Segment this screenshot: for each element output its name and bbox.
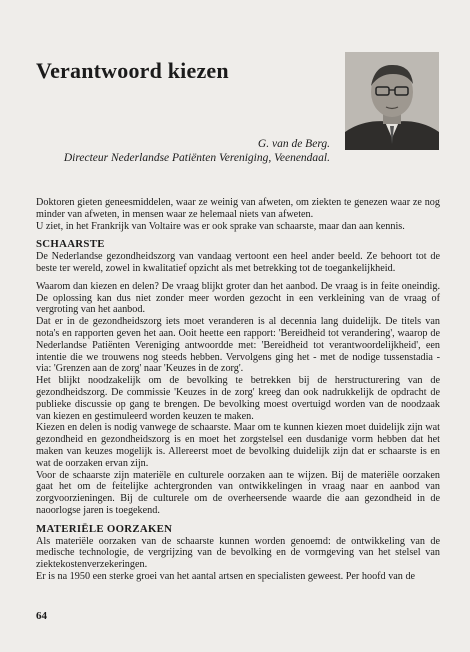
intro-paragraph: Doktoren gieten geneesmiddelen, waar ze weinig van afweten, om ziekten te genezen waar ze nog minder van afweten, in mensen waar ze helemaal niets van afweten. [36, 197, 440, 220]
body-paragraph: De Nederlandse gezondheidszorg van vandaag vertoont een heel ander beeld. Ze behoort tot de beste ter wereld, zowel in kwalitatief opzicht als met betrekking tot de toegankelijkheid. [36, 251, 440, 274]
page-number: 64 [36, 610, 47, 622]
body-paragraph: Voor de schaarste zijn materiële en culturele oorzaken aan te wijzen. Bij de materiële oorzaken gaat het om de feitelijke achtergronden van ontwikkelingen in vraag naar en aanbod van zorgvoorzieningen. Bij de culturele om de overheersende waarde die aan gezondheid in de naoorlogse jaren is toegekend. [36, 469, 440, 516]
section-heading-schaarste: SCHAARSTE [36, 238, 105, 251]
article-body [36, 197, 440, 583]
author-portrait-image [345, 52, 439, 150]
author-name: G. van de Berg. [257, 138, 330, 150]
section-heading-materiele-oorzaken: MATERIËLE OORZAKEN [36, 522, 173, 535]
byline [64, 137, 330, 165]
body-paragraph: Er is na 1950 een sterke groei van het aantal artsen en specialisten geweest. Per hoofd van de [36, 570, 416, 582]
article-title: Verantwoord kiezen [36, 58, 229, 83]
body-paragraph: Dat er in de gezondheidszorg iets moet veranderen is al decennia lang duidelijk. De titels van nota's en rapporten geven het aan. Ooit heette een rapport: 'Bereidheid tot verandering', waarop de Nederlandse Patiënten Vereniging antwoordde met: 'Bereidheid tot verantwoordelijkheid', een intentie die we trouwens nog steeds hebben. Vervolgens ging het - met de nodige tussenstadia - via: 'Grenzen aan de zorg' naar 'Keuzes in de zorg'. [36, 316, 440, 375]
body-paragraph: Als materiële oorzaken van de schaarste kunnen worden genoemd: de ontwikkeling van de medische technologie, de vergrijzing van de bevolking en de vormgeving van het stelsel van ziektekostenverzekeringen. [36, 535, 440, 571]
author-affiliation: Directeur Nederlandse Patiënten Vereniging, Veenendaal. [63, 152, 330, 164]
body-paragraph: Het blijkt noodzakelijk om de bevolking te betrekken bij de herstructurering van de gezondheidszorg. De commissie 'Keuzes in de zorg' kreeg dan ook nadrukkelijk de opdracht de publieke discussie op gang te brengen. De bevolking moest overtuigd worden van de noodzaak van kiezen en gestimuleerd worden keuzen te maken. [36, 375, 440, 422]
body-paragraph: Kiezen en delen is nodig vanwege de schaarste. Maar om te kunnen kiezen moet duidelijk zijn wat gezondheid en gezondheidszorg is en moet het zorgstelsel een dusdanige vorm hebben dat het maken van keuzes mogelijk is. Allereerst moet de bevolking duidelijk zijn dat er schaarste is en wat de oorzaken ervan zijn. [36, 422, 440, 469]
body-paragraph: Waarom dan kiezen en delen? De vraag blijkt groter dan het aanbod. De vraag is in feite oneindig. De oplossing kan dus niet zonder meer worden gezocht in een verkleining van de vraag of vergroting van het aanbod. [36, 280, 440, 316]
intro-paragraph: U ziet, in het Frankrijk van Voltaire was er ook sprake van schaarste, maar dan aan kennis. [36, 220, 405, 232]
author-portrait [345, 52, 439, 150]
